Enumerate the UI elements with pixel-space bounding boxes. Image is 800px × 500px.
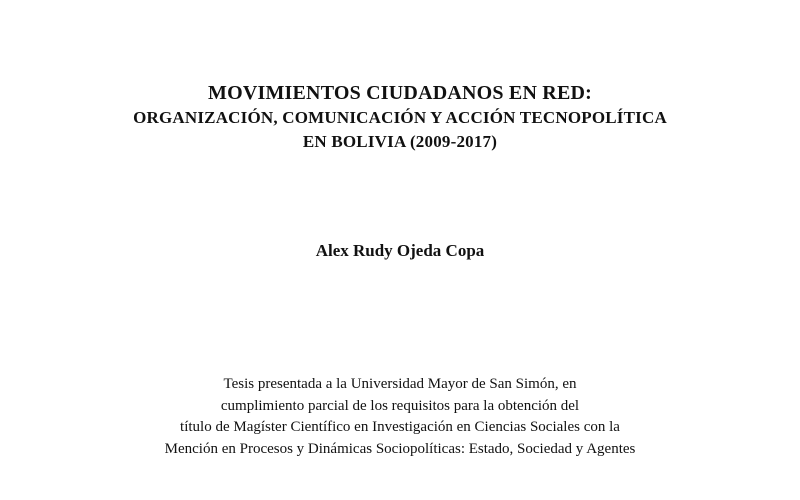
title-line-3: EN BOLIVIA (2009-2017) [302,132,498,151]
thesis-description [0,374,800,460]
description-line-3: título de Magíster Científico en Investigación en Ciencias Sociales con la [180,419,620,435]
description-line-4: Mención en Procesos y Dinámicas Sociopolíticas: Estado, Sociedad y Agentes [164,440,636,457]
description-line-1: Tesis presentada a la Universidad Mayor de San Simón, en [223,376,577,392]
author-name: Alex Rudy Ojeda Copa [315,241,485,260]
title-line-1: MOVIMIENTOS CIUDADANOS EN RED: [208,82,592,104]
title-line-2: ORGANIZACIÓN, COMUNICACIÓN Y ACCIÓN TECNOPOLÍTICA [133,108,667,127]
thesis-title [0,80,800,154]
description-line-2: cumplimiento parcial de los requisitos para la obtención del [220,397,580,414]
